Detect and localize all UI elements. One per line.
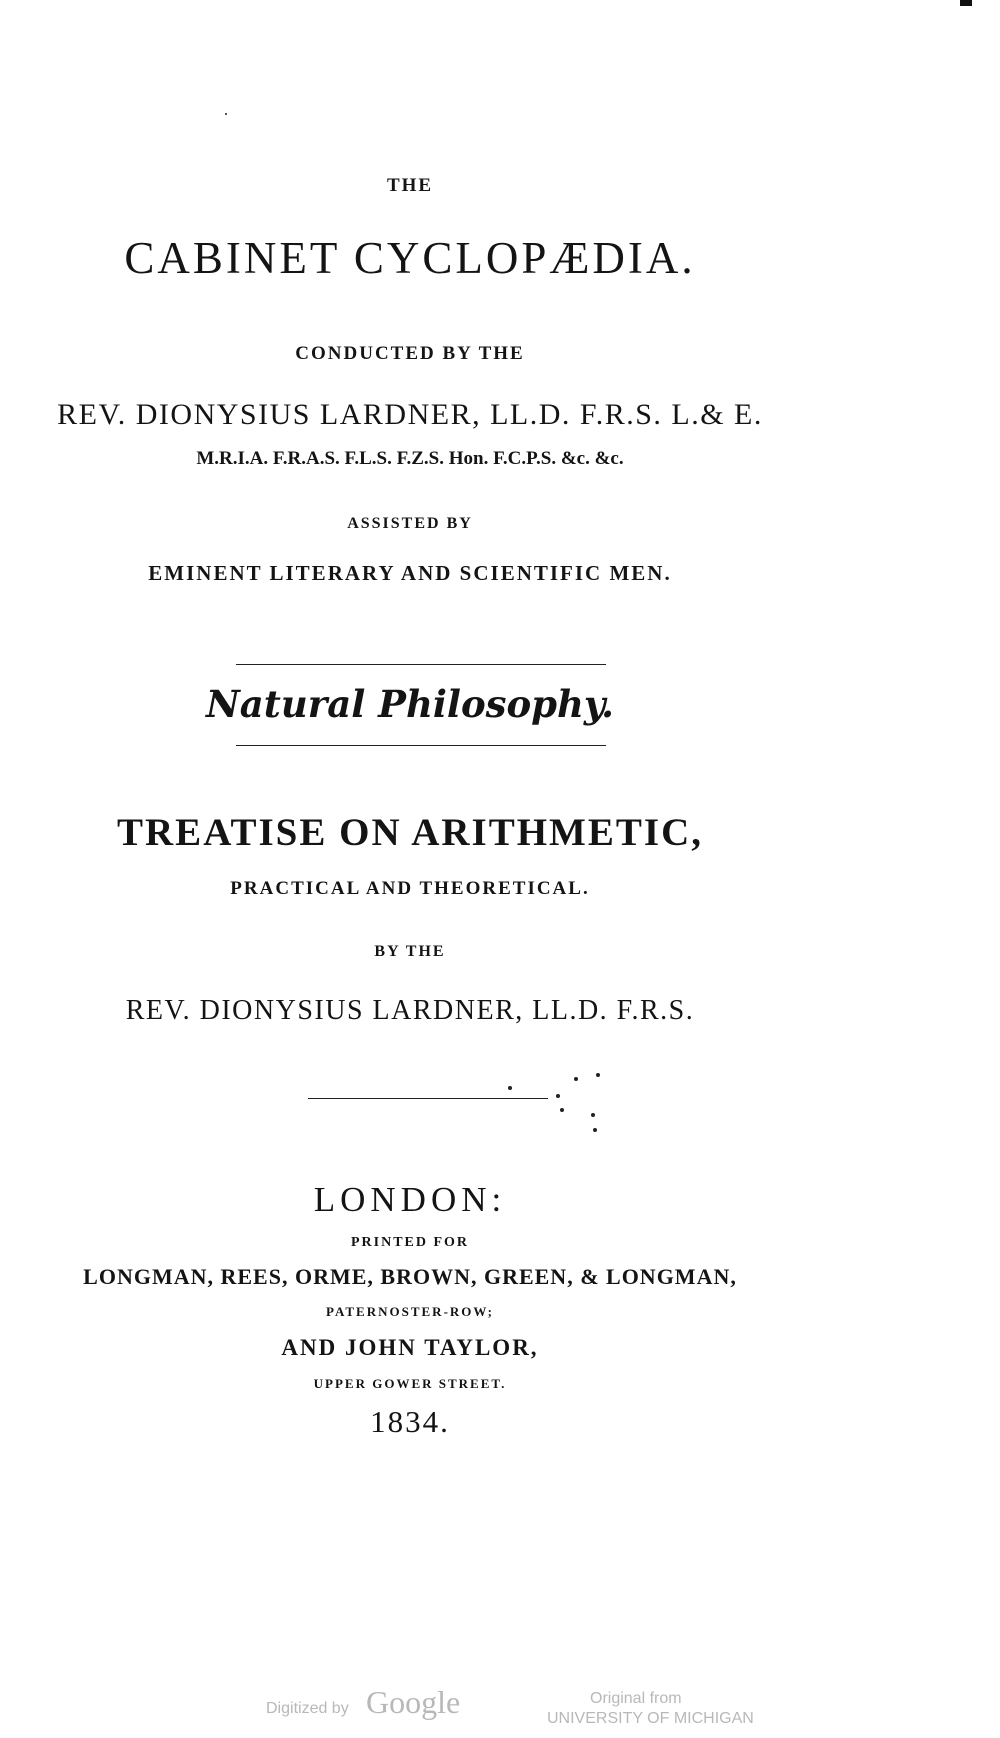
- and-publisher-address: UPPER GOWER STREET.: [313, 1376, 507, 1391]
- division-title: Natural Philosophy.: [205, 682, 615, 726]
- institution-label: UNIVERSITY OF MICHIGAN: [547, 1710, 754, 1727]
- assisted-by: ASSISTED BY: [347, 515, 473, 532]
- divider-rule-bottom: [236, 745, 606, 746]
- publishers: LONGMAN, REES, ORME, BROWN, GREEN, & LONGMAN,: [83, 1264, 737, 1289]
- digitized-by-label: Digitized by: [266, 1700, 349, 1717]
- divider-rule-top: [236, 664, 606, 665]
- assistants: EMINENT LITERARY AND SCIENTIFIC MEN.: [148, 561, 672, 585]
- title-the: THE: [386, 175, 434, 196]
- google-logo: Google: [366, 1684, 461, 1720]
- ornament-dot: [508, 1086, 512, 1090]
- ornament-dot: [593, 1128, 597, 1132]
- ornament-dot: [560, 1108, 564, 1112]
- ornament-dot: [596, 1073, 600, 1077]
- publishers-address: PATERNOSTER-ROW;: [325, 1304, 495, 1319]
- conducted-by: CONDUCTED BY THE: [295, 343, 525, 364]
- printed-for: PRINTED FOR: [350, 1235, 470, 1250]
- ornament-dot: [591, 1113, 595, 1117]
- work-title: TREATISE ON ARITHMETIC,: [117, 811, 703, 854]
- and-publisher: AND JOHN TAYLOR,: [281, 1335, 539, 1360]
- ornament-rule: [308, 1098, 548, 1099]
- editor-honors: M.R.I.A. F.R.A.S. F.L.S. F.Z.S. Hon. F.C.P.S. &c. &c.: [196, 448, 624, 469]
- scan-corner-mark: [960, 0, 972, 6]
- original-from-label: Original from: [590, 1690, 682, 1707]
- author-name: REV. DIONYSIUS LARDNER, LL.D. F.R.S.: [125, 995, 695, 1026]
- by-the: BY THE: [374, 943, 446, 960]
- series-title: CABINET CYCLOPÆDIA.: [124, 233, 696, 283]
- editor-name: REV. DIONYSIUS LARDNER, LL.D. F.R.S. L.& E.: [57, 398, 763, 431]
- work-subtitle: PRACTICAL AND THEORETICAL.: [230, 878, 590, 899]
- ornament-dot: [574, 1077, 578, 1081]
- ornament-dot: [556, 1094, 560, 1098]
- scan-speck: [225, 113, 227, 115]
- imprint-place: LONDON:: [313, 1180, 507, 1219]
- imprint-year: 1834.: [370, 1404, 450, 1439]
